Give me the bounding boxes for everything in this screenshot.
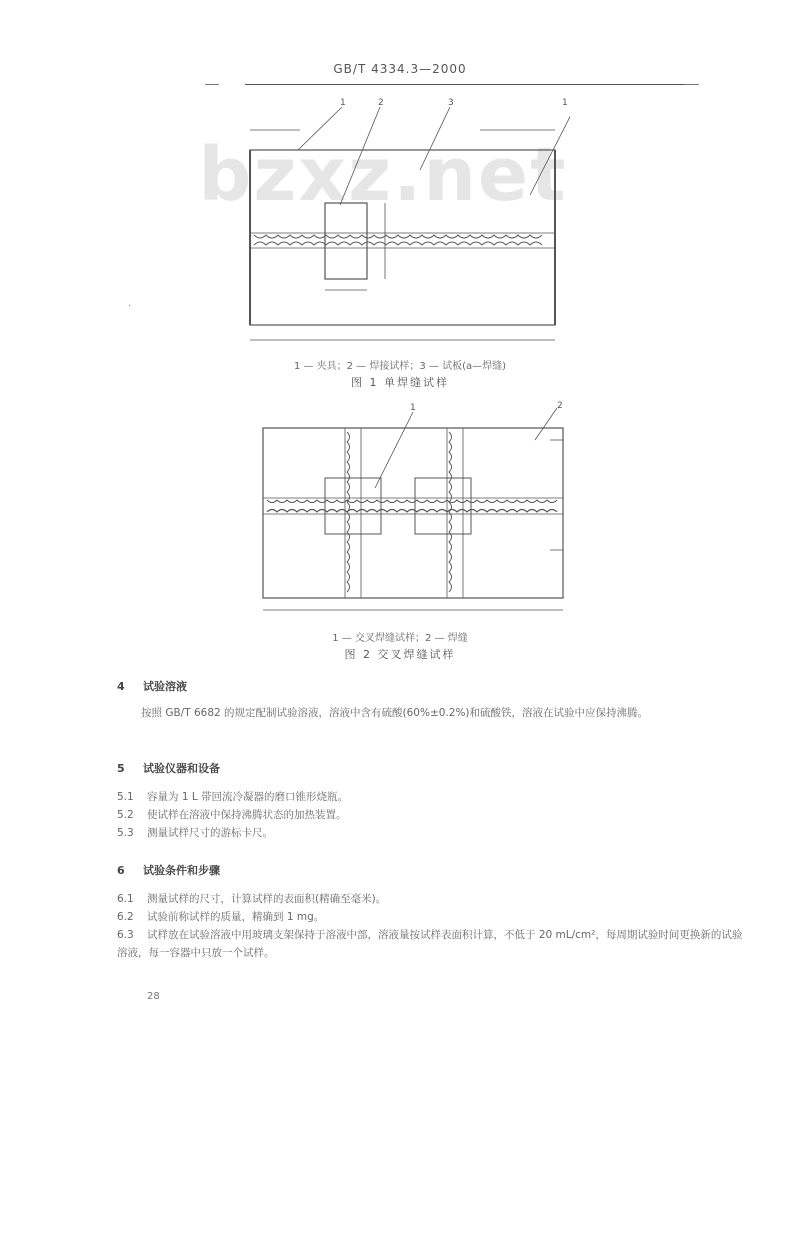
clause-5-2: 5.2 使试样在溶液中保持沸腾状态的加热装置。 [117, 809, 347, 821]
section-6-heading [117, 862, 220, 878]
fig2-label-1: 1 [410, 403, 416, 413]
weld-seam [254, 235, 542, 238]
figure-2-diagram [255, 400, 575, 625]
page-number: 28 [147, 991, 160, 1002]
vertical-weld-right [449, 432, 452, 592]
section-title: 试验溶液 [143, 680, 187, 693]
horizontal-weld [267, 500, 557, 503]
section-title: 试验仪器和设备 [143, 762, 220, 775]
figure-1-title: 图 1 单焊缝试样 [351, 376, 449, 389]
header-tick-right [685, 84, 699, 85]
figure-1-diagram [240, 95, 570, 360]
section-number: 4 [117, 680, 125, 693]
clause-5-3: 5.3 测量试样尺寸的游标卡尺。 [117, 827, 273, 839]
header-tick-left [205, 84, 219, 85]
cross-specimen-left [325, 478, 381, 534]
clause-6-1: 6.1 测量试样的尺寸，计算试样的表面积(精确至毫米)。 [117, 893, 387, 905]
section-title: 试验条件和步骤 [143, 864, 220, 877]
fig1-label-3: 3 [448, 98, 454, 108]
fig2-label-2: 2 [557, 401, 563, 411]
fig1-label-4: 1 [562, 98, 568, 108]
weld-specimen [325, 203, 367, 279]
clause-6-3: 6.3 试样放在试验溶液中用玻璃支架保持于溶液中部，溶液量按试样表面积计算，不低于 20 mL/cm²，每周期试验时间更换新的试验溶液，每一容器中只放一个试样。 [117, 929, 743, 959]
header-rule [245, 84, 685, 85]
figure-2-legend: 1 — 交叉焊缝试样；2 — 焊缝 [332, 633, 468, 644]
cross-plate-outline [263, 428, 563, 598]
section-4-paragraph: 按照 GB/T 6682 的规定配制试验溶液，溶液中含有硫酸(60%±0.2%)和硫酸铁，溶液在试验中应保持沸腾。 [141, 707, 649, 719]
figure-2-title: 图 2 交叉焊缝试样 [344, 648, 456, 661]
fig1-label-2: 2 [378, 98, 384, 108]
section-4-heading [117, 678, 187, 694]
figure-1-legend: 1 — 夹具；2 — 焊接试样；3 — 试板(a—焊缝) [293, 361, 507, 372]
section-5-heading [117, 760, 220, 776]
vertical-weld-left [347, 432, 350, 592]
clause-6-2: 6.2 试验前称试样的质量，精确到 1 mg。 [117, 911, 325, 923]
clause-5-1: 5.1 容量为 1 L 带回流冷凝器的磨口锥形烧瓶。 [117, 791, 349, 803]
fig1-label-1: 1 [340, 98, 346, 108]
section-number: 6 [117, 864, 125, 877]
section-number: 5 [117, 762, 125, 775]
header-standard-number: GB/T 4334.3—2000 [333, 62, 467, 76]
watermark: bzxz.net [198, 132, 568, 218]
margin-mark: . [128, 298, 132, 309]
